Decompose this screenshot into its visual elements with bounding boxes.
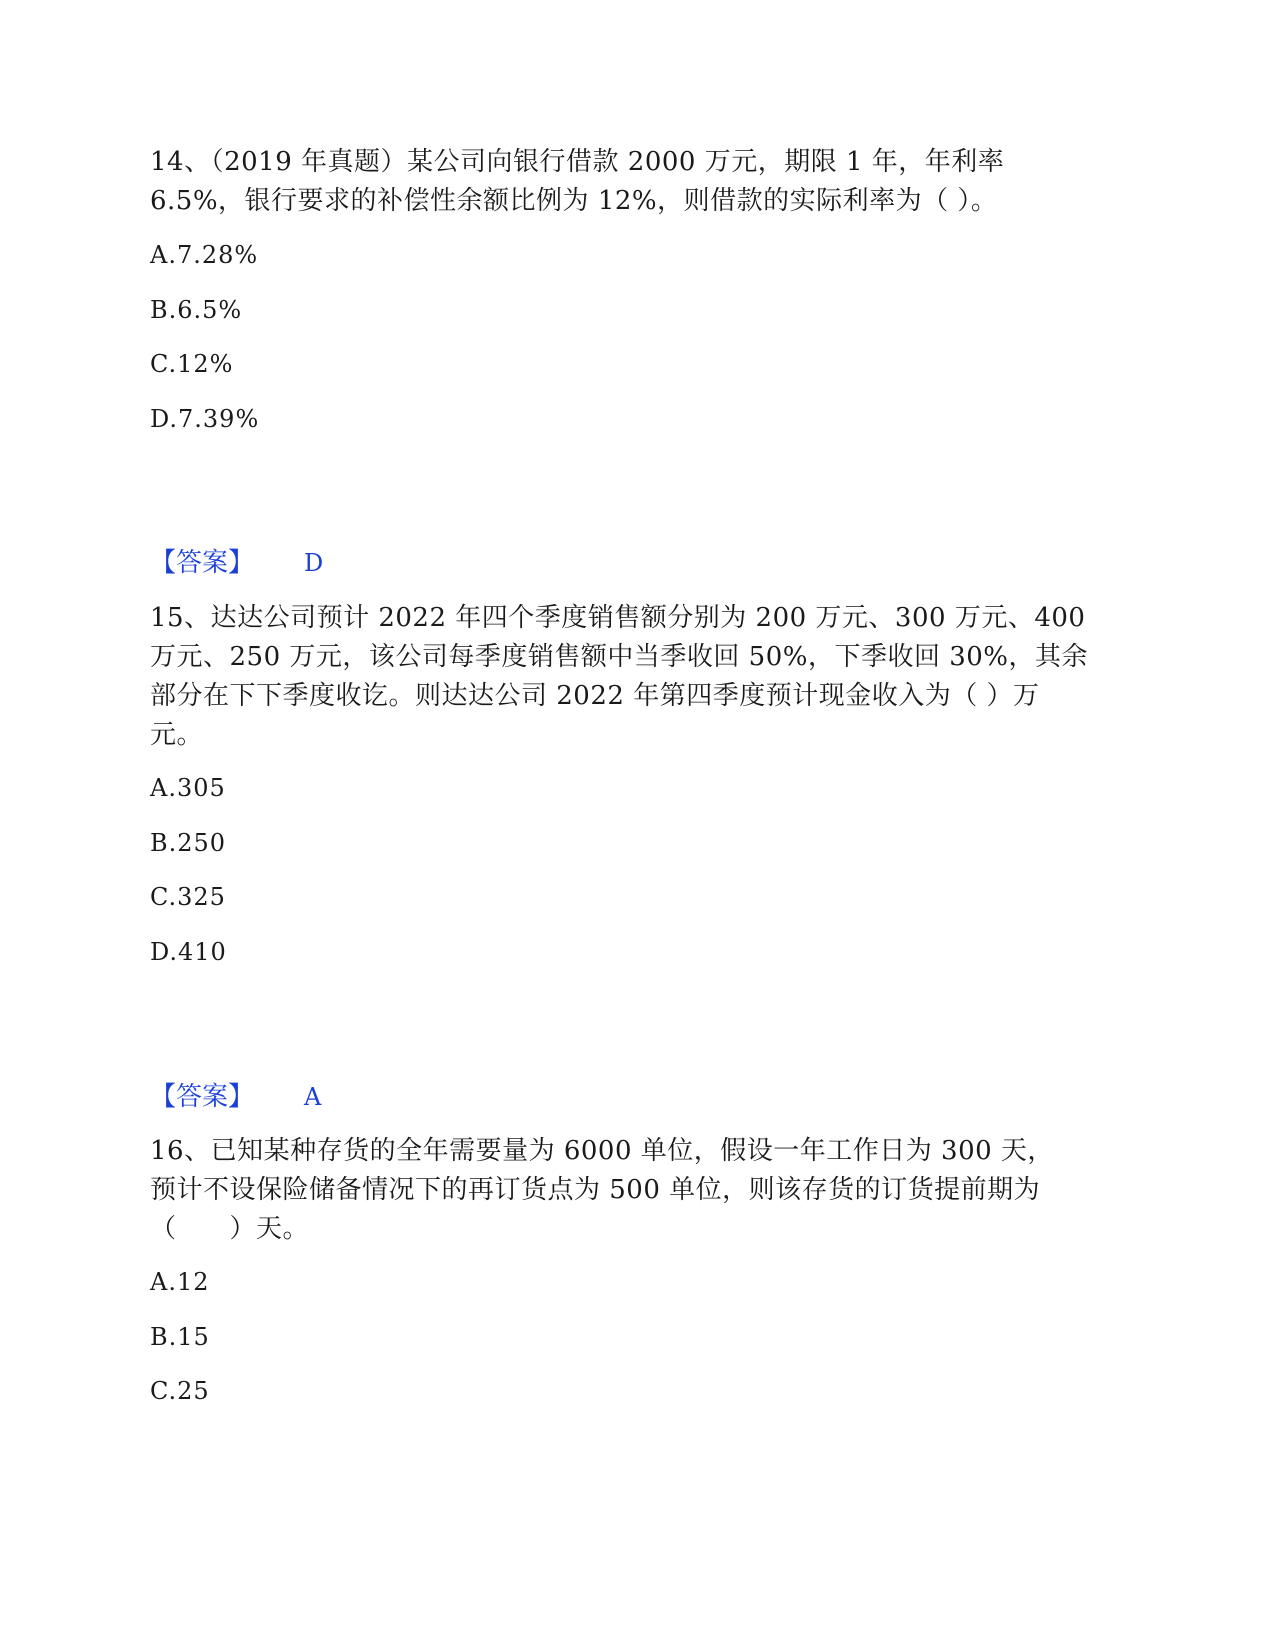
q15-option-a: A.305 [150,774,226,802]
q14-option-d: D.7.39% [150,405,260,433]
answer-value: A [304,1083,322,1111]
q14-answer [150,545,323,581]
q15-answer [150,1079,321,1115]
q14-option-c: C.12% [150,350,234,378]
q16-option-a: A.12 [150,1268,210,1296]
q16-option-b: B.15 [150,1323,210,1351]
answer-label: 【答案】 [150,1082,255,1112]
answer-value: D [304,549,324,577]
q15-stem-line-2: 万元、250 万元，该公司每季度销售额中当季收回 50%，下季收回 30%，其余 [150,642,1088,672]
q15-stem-line-4: 元。 [150,720,204,750]
q14-stem-line-1: 14、（2019 年真题）某公司向银行借款 2000 万元，期限 1 年，年利率 [150,147,1005,177]
q16-stem-line-3: （ ）天。 [150,1214,310,1244]
q14-option-b: B.6.5% [150,296,243,324]
q15-option-d: D.410 [150,938,227,966]
q15-option-c: C.325 [150,883,226,911]
q14-option-a: A.7.28% [150,241,259,269]
q15-stem-line-1: 15、达达公司预计 2022 年四个季度销售额分别为 200 万元、300 万元、400 [150,603,1086,633]
q16-option-c: C.25 [150,1377,210,1405]
q15-option-b: B.250 [150,829,227,857]
q16-stem-line-1: 16、已知某种存货的全年需要量为 6000 单位，假设一年工作日为 300 天， [150,1136,1054,1166]
q15-stem-line-3: 部分在下下季度收讫。则达达公司 2022 年第四季度预计现金收入为（ ）万 [150,681,1040,711]
q16-stem-line-2: 预计不设保险储备情况下的再订货点为 500 单位，则该存货的订货提前期为 [150,1175,1041,1205]
q14-stem-line-2: 6.5%，银行要求的补偿性余额比例为 12%，则借款的实际利率为（ ）。 [150,186,998,216]
answer-label: 【答案】 [150,548,255,578]
